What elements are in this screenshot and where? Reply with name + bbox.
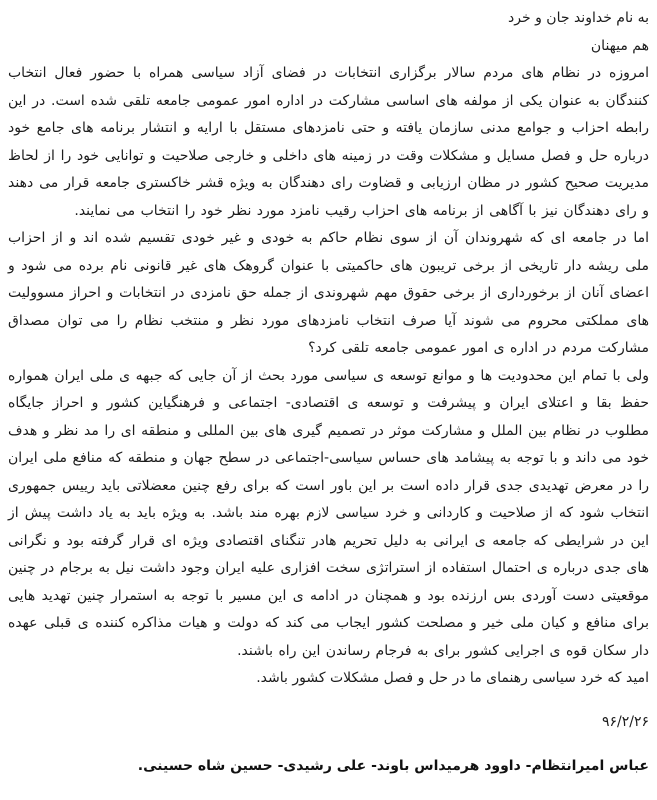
body-paragraph-elections: امروزه در نظام های مردم سالار برگزاری انتخابات در فضای آزاد سیاسی همراه با حضور فعال انتخاب کنندگان به عنوان یکی از مولفه های اساسی مشارکت در اداره امور عمومی جامعه تلقی شده است. در این رابطه احزاب و جوامع مدنی سازمان یافته و حتی نامزدهای مستقل با ارایه و انتشار برنامه های جامع خود درباره حل و فصل مسایل و مشکلات وقت در زمینه های داخلی و خارجی صلاحیت و توانایی خود را از لحاظ مدیریت صحیح کشور در مظان ارزیابی و قضاوت رای دهندگان به ویژه قشر خاکستری جامعه قرار می دهند و رای دهندگان نیز با آگاهی از برنامه های احزاب رقیب نامزد مورد نظر خود را انتخاب می نمایند.	[8, 65, 649, 219]
signatures-line: عباس امیرانتظام- داوود هرمیداس باوند- علی رشیدی- حسین شاه حسینی.	[137, 758, 649, 774]
closing-line: امید که خرد سیاسی رهنمای ما در حل و فصل مشکلات کشور باشد.	[256, 670, 649, 686]
body-paragraph-national-front: ولی با تمام این محدودیت ها و موانع توسعه ی سیاسی مورد بحث از آن جایی که جبهه ی ملی ایران همواره حفظ بقا و اعتلای ایران و پیشرفت و توسعه ی اقتصادی- اجتماعی و فرهنگیاین کشور و احراز جایگاه مطلوب در نظام بین الملل و مشارکت موثر در تصمیم گیری های بین المللی و منطقه ای را مد نظر و هدف خود می داند و با توجه به پیشامد های حساس سیاسی-اجتماعی در سطح جهان و منطقه که منافع ملی ایران را در معرض تهدیدی جدی قرار داده است بر این باور است که برای رفع چنین معضلاتی باید رییس جمهوری انتخاب شود که از صلاحیت و کاردانی و خرد سیاسی لازم بهره مند باشد. به ویژه باید به یاد داشت پیش از این در شرایطی که جامعه ی ایرانی به دلیل تحریم هادر تنگنای اقتصادی ویژه ای قرار گرفته بود و نگرانی های جدی درباره ی احتمال استفاده از استراتژی سخت افزاری علیه ایران وجود داشت نیل به برجام در چنین موقعیتی دست آوردی بس ارزنده بود و همچنان در ادامه ی این مسیر با توجه به استمرار چنین تهدید هایی برای منافع و کیان ملی خیر و مصلحت کشور ایجاب می کند که دولت و هیات مذاکره کننده ی قبلی عهده دار سکان قوه ی اجرایی کشور برای به فرجام رساندن این راه باشند.	[8, 367, 649, 659]
date-line: ۹۶/۲/۲۶	[601, 713, 649, 730]
salutation-line: هم میهنان	[590, 37, 649, 54]
body-paragraph-citizens: اما در جامعه ای که شهروندان آن از سوی نظام حاکم به خودی و غیر خودی تقسیم شده اند و از احزاب ملی ریشه دار تاریخی از برخی تریبون های حاکمیتی با عنوان گروهک های غیر قانونی نام برده می شود و اعضای آنان از برخورداری از برخی حقوق مهم شهروندی از جمله حق نامزدی در انتخابات و احراز مسوولیت های مملکتی محروم می شوند آیا صرف انتخاب نامزدهای مورد نظر و منتخب نظام را می توان مصداق مشارکت مردم در اداره ی امور عمومی جامعه تلقی کرد؟	[8, 230, 649, 356]
bismillah-line: به نام خداوند جان و خرد	[508, 10, 649, 26]
